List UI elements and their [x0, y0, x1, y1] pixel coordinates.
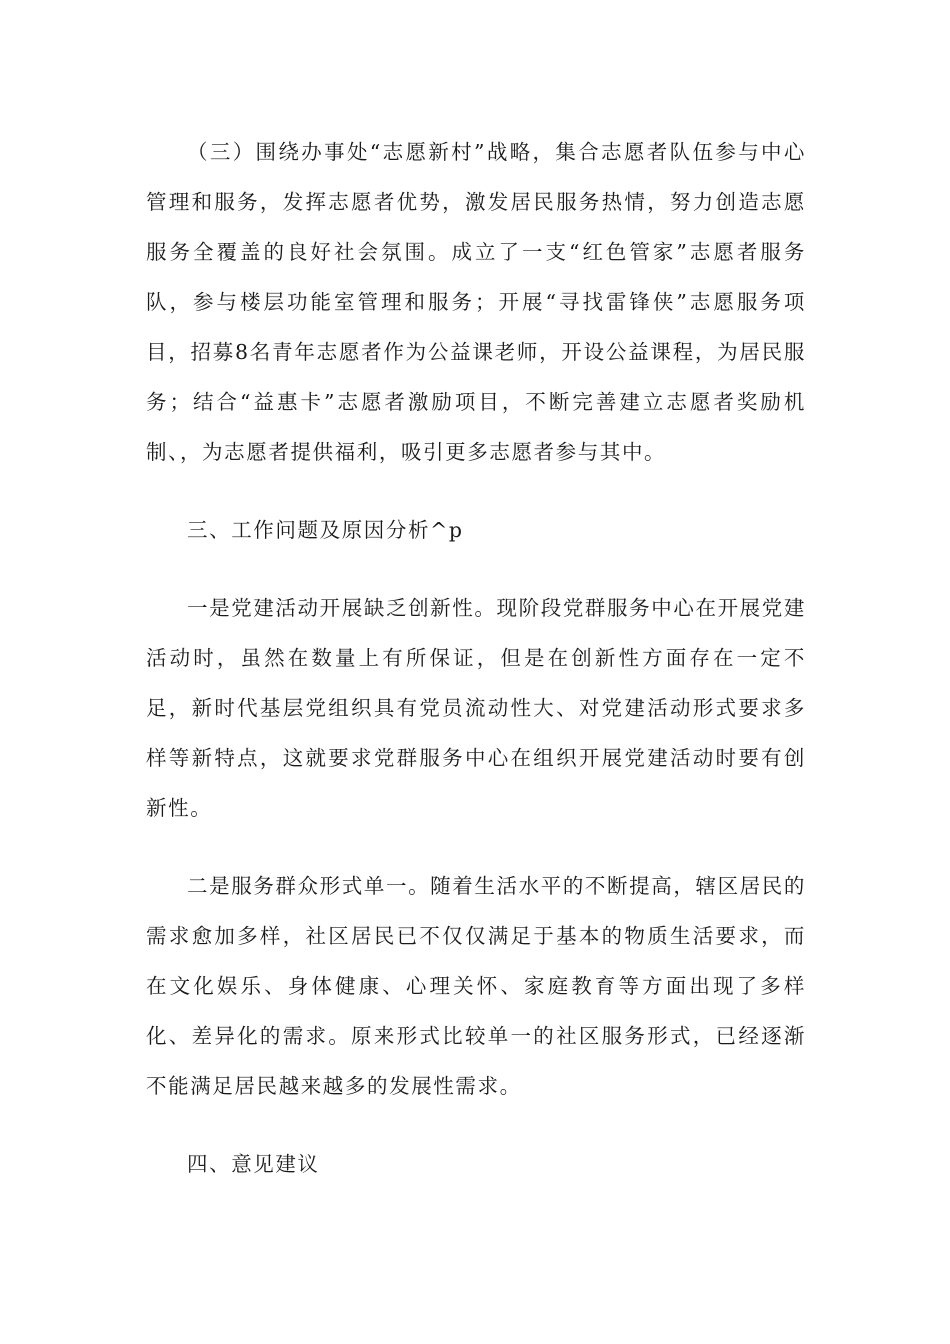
document-body [146, 127, 806, 1217]
paragraph-service-form-single: 二是服务群众形式单一。随着生活水平的不断提高，辖区居民的需求愈加多样，社区居民已不仅仅满足于基本的物质生活要求，而在文化娱乐、身体健康、心理关怀、家庭教育等方面出现了多样化、差异化的需求。原来形式比较单一的社区服务形式，已经逐渐不能满足居民越来越多的发展性需求。 [146, 874, 806, 1098]
section-heading-suggestions: 四、意见建议 [187, 1152, 320, 1176]
paragraph-volunteer-strategy: （三）围绕办事处“志愿新村”战略，集合志愿者队伍参与中心管理和服务，发挥志愿者优势，激发居民服务热情，努力创造志愿服务全覆盖的良好社会氛围。成立了一支“红色管家”志愿者服务队，参与楼层功能室管理和服务；开展“寻找雷锋侠”志愿服务项目，招募8名青年志愿者作为公益课老师，开设公益课程，为居民服务；结合“益惠卡”志愿者激励项目，不断完善建立志愿者奖励机制、，为志愿者提供福利，吸引更多志愿者参与其中。 [146, 140, 806, 464]
paragraph-party-activity-innovation: 一是党建活动开展缺乏创新性。现阶段党群服务中心在开展党建活动时，虽然在数量上有所保证，但是在创新性方面存在一定不足，新时代基层党组织具有党员流动性大、对党建活动形式要求多样等新特点，这就要求党群服务中心在组织开展党建活动时要有创新性。 [146, 596, 806, 820]
section-heading-problems: 三、工作问题及原因分析^p [187, 518, 464, 542]
